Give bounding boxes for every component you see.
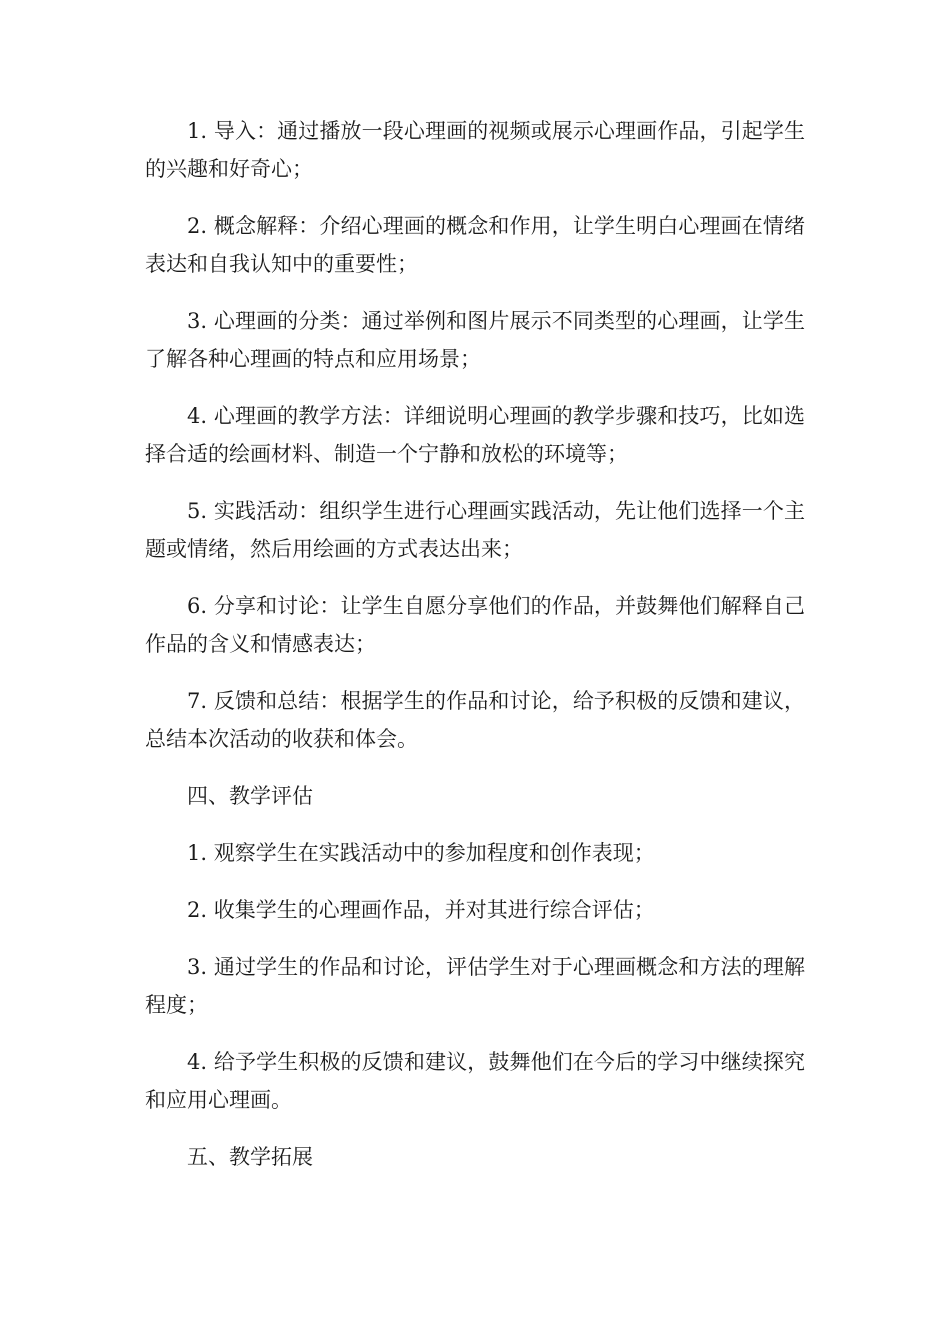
section-heading-evaluation: 四、教学评估 <box>187 784 313 808</box>
document-body <box>145 112 805 1195</box>
section-heading-extension: 五、教学拓展 <box>187 1145 313 1169</box>
list-item: 1. 导入：通过播放一段心理画的视频或展示心理画作品，引起学生的兴趣和好奇心； <box>145 119 805 181</box>
list-item: 3. 心理画的分类：通过举例和图片展示不同类型的心理画，让学生了解各种心理画的特点和应用场景； <box>145 309 805 371</box>
list-item: 2. 收集学生的心理画作品，并对其进行综合评估； <box>187 898 655 922</box>
list-item: 6. 分享和讨论：让学生自愿分享他们的作品，并鼓舞他们解释自己作品的含义和情感表达； <box>145 594 805 656</box>
list-item: 1. 观察学生在实践活动中的参加程度和创作表现； <box>187 841 655 865</box>
list-item: 3. 通过学生的作品和讨论，评估学生对于心理画概念和方法的理解程度； <box>145 955 805 1017</box>
list-item: 2. 概念解释：介绍心理画的概念和作用，让学生明白心理画在情绪表达和自我认知中的重要性； <box>145 214 805 276</box>
list-item: 5. 实践活动：组织学生进行心理画实践活动，先让他们选择一个主题或情绪，然后用绘画的方式表达出来； <box>145 499 805 561</box>
list-item: 4. 给予学生积极的反馈和建议，鼓舞他们在今后的学习中继续探究和应用心理画。 <box>145 1050 805 1112</box>
list-item: 7. 反馈和总结：根据学生的作品和讨论，给予积极的反馈和建议，总结本次活动的收获和体会。 <box>145 689 805 751</box>
list-item: 4. 心理画的教学方法：详细说明心理画的教学步骤和技巧，比如选择合适的绘画材料、制造一个宁静和放松的环境等； <box>145 404 805 466</box>
